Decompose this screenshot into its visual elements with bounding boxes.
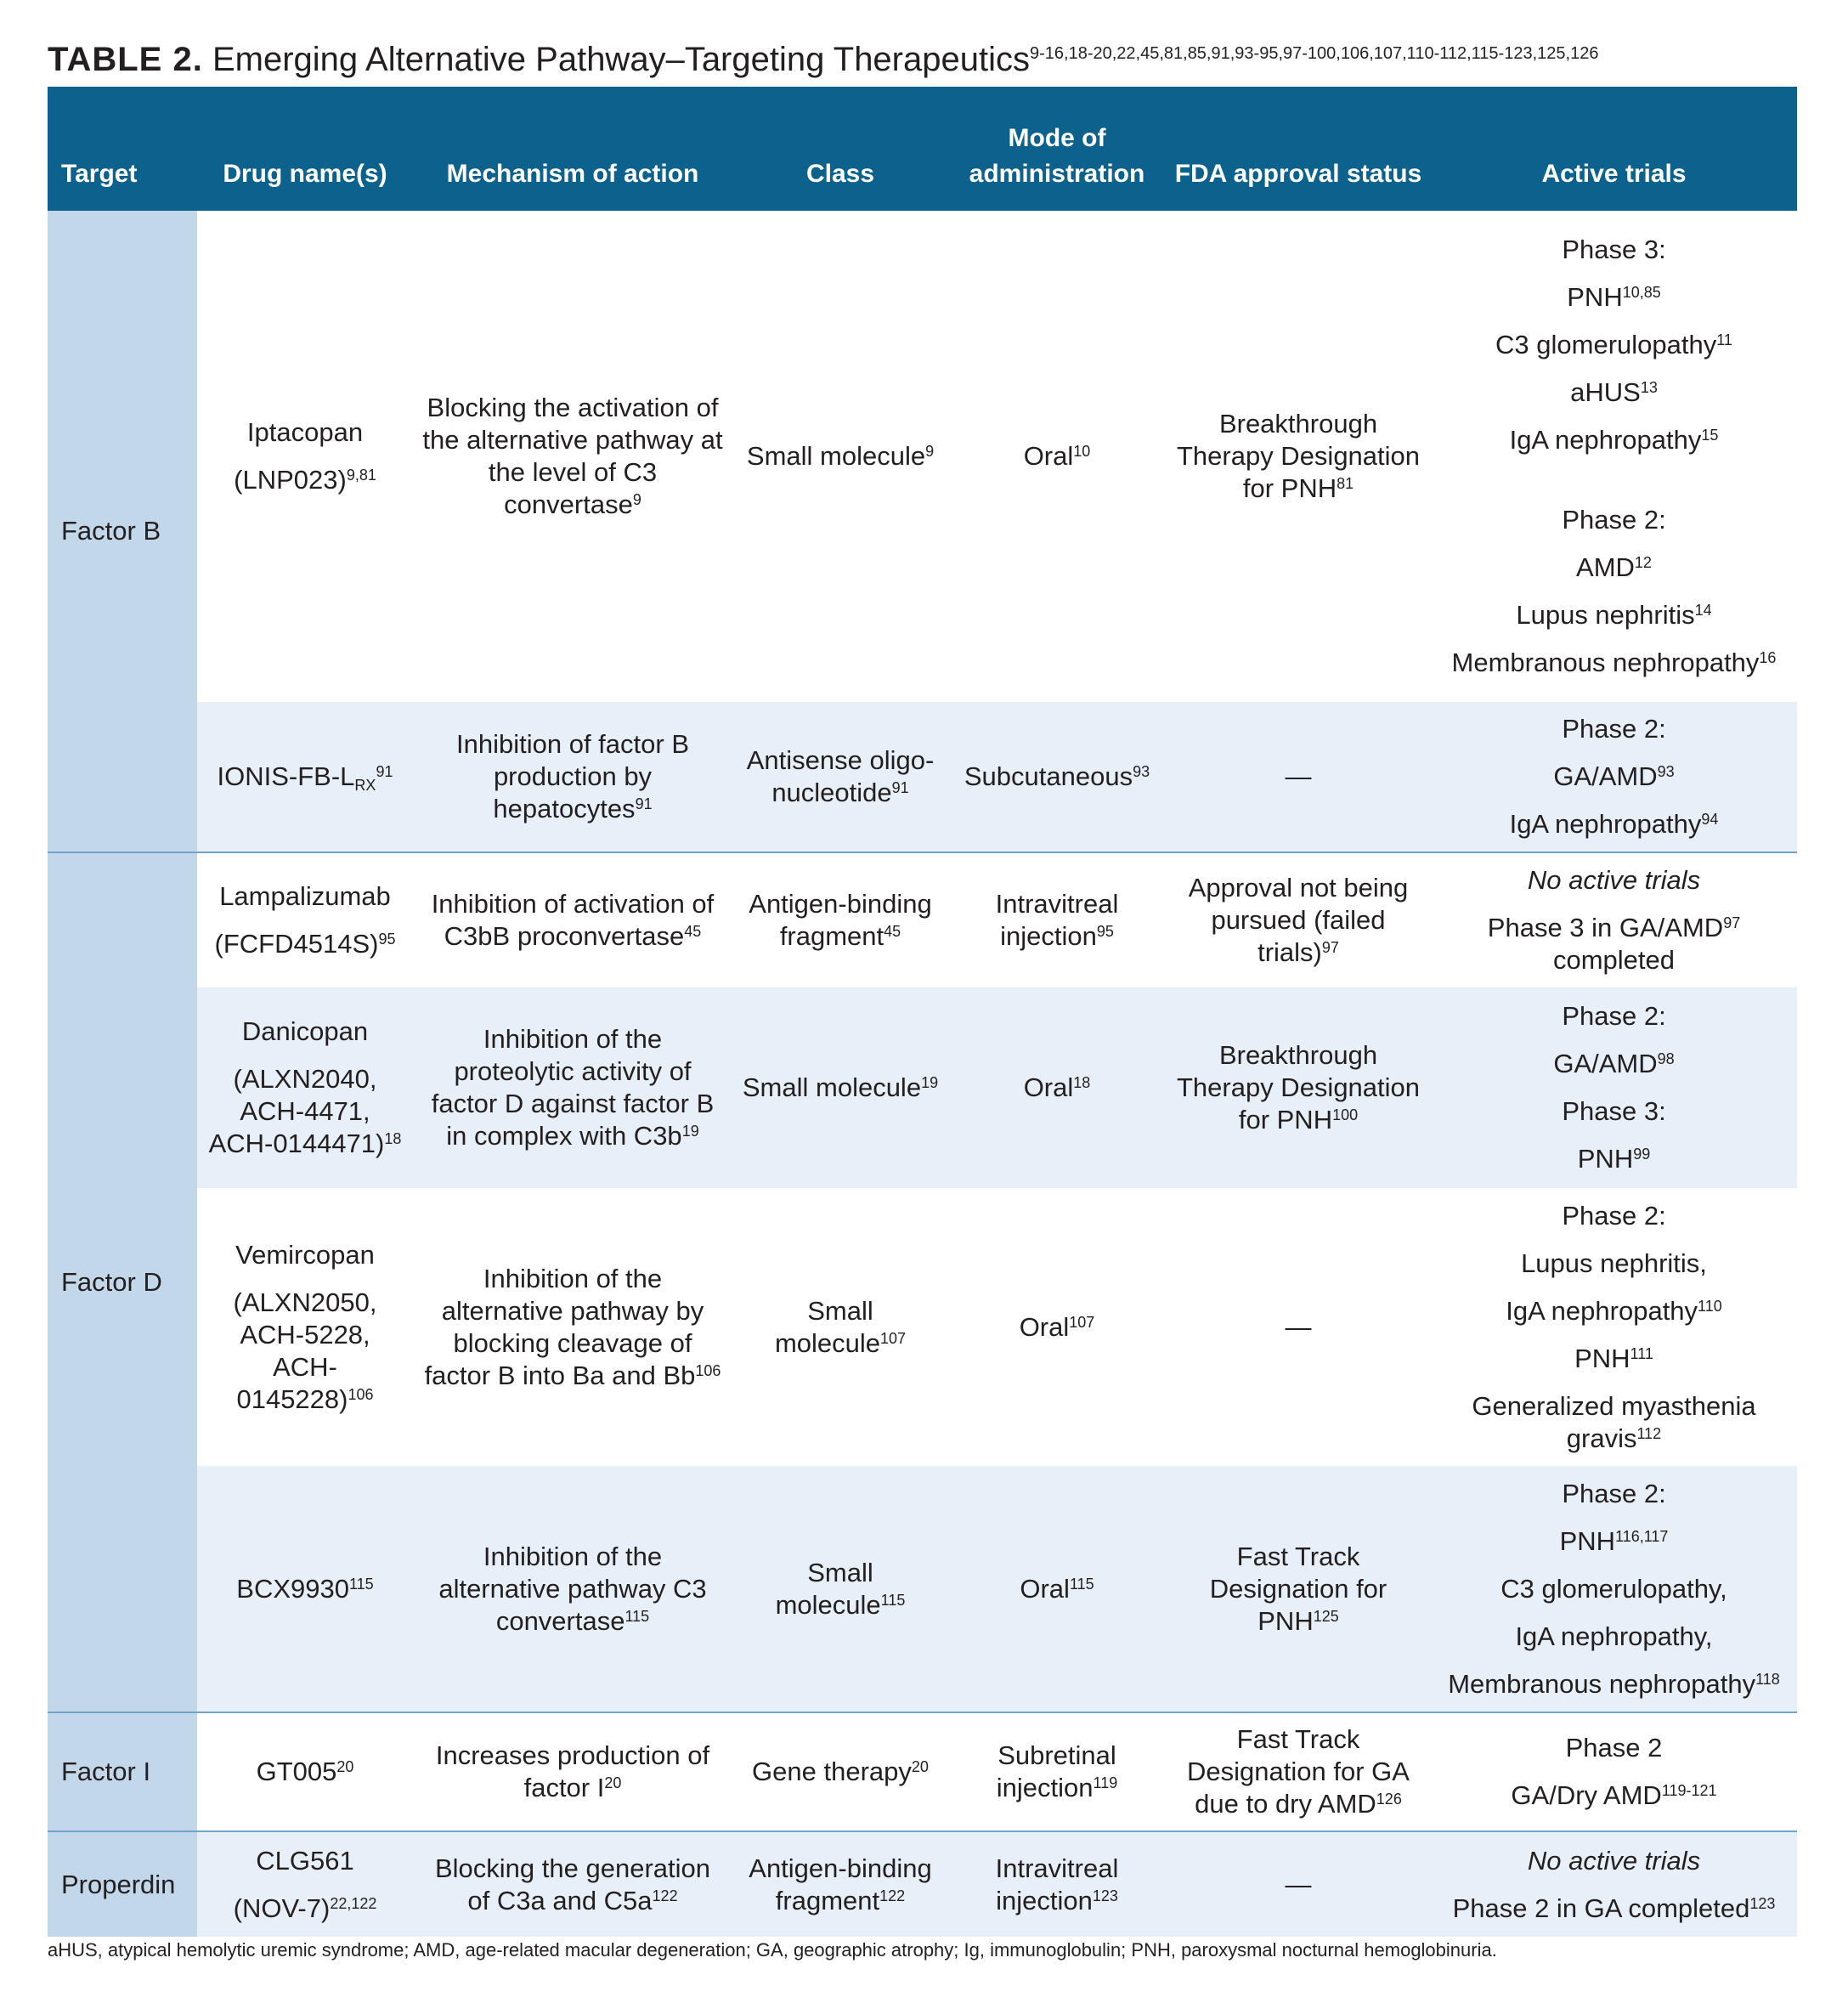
trial-line: Phase 3: xyxy=(1562,235,1666,264)
therapeutics-table xyxy=(48,87,1797,1937)
trial-line: Membranous nephropathy$^{16}$ xyxy=(1451,648,1777,677)
mode-cell: Subretinal injection$^{119}$ xyxy=(948,1712,1166,1831)
trials-cell xyxy=(1431,211,1797,702)
mechanism-cell: Inhibition of factor B production by hepatocytes$^{91}$ xyxy=(413,702,732,852)
trial-line: Phase 2 in GA completed$^{123}$ xyxy=(1452,1893,1776,1923)
mode-cell: Oral$^{18}$ xyxy=(948,987,1166,1188)
title-references: 9-16,18-20,22,45,81,85,91,93-95,97-100,106,107,110-112,115-123,125,126 xyxy=(1029,44,1599,63)
trial-line: aHUS$^{13}$ xyxy=(1570,377,1658,407)
fda-cell: Approval not being pursued (failed trials)$^{97}$ xyxy=(1166,852,1431,987)
table-row-gt005 xyxy=(48,1712,1797,1831)
table-row-vemircopan xyxy=(48,1188,1797,1466)
fda-cell: Breakthrough Therapy Designation for PNH$^{81}$ xyxy=(1176,409,1421,503)
mode-cell: Oral$^{10}$ xyxy=(1023,441,1091,471)
table-row-danicopan xyxy=(48,987,1797,1188)
mode-cell: Oral$^{107}$ xyxy=(1019,1311,1095,1342)
trial-line: C3 glomerulopathy, xyxy=(1500,1573,1727,1604)
drug-cell: Danicopan (ALXN2040, ACH-4471, ACH-0144471)$^{18}$ xyxy=(197,987,413,1188)
trial-line: No active trials xyxy=(1527,1845,1701,1876)
class-cell: Antigen-binding fragment$^{45}$ xyxy=(732,852,948,987)
trials-cell xyxy=(1431,1466,1797,1712)
table-row-iptacopan xyxy=(48,211,1797,702)
trial-line: PNH$^{99}$ xyxy=(1577,1144,1651,1174)
target-factor-d: Factor D xyxy=(48,852,197,1712)
trial-line: GA/AMD$^{93}$ xyxy=(1553,761,1675,791)
trial-line: Phase 2: xyxy=(1562,1200,1666,1231)
drug-cell xyxy=(197,211,413,702)
mechanism-cell: Blocking the generation of C3a and $C5a^{122}$ xyxy=(413,1831,732,1937)
header-mode xyxy=(948,87,1166,211)
trial-line: Phase 2 xyxy=(1565,1733,1663,1763)
drug-cell: Lampalizumab (FCFD4514S)$^{95}$ xyxy=(197,852,413,987)
trial-line: GA/Dry AMD$^{119-121}$ xyxy=(1511,1780,1717,1810)
class-cell: Small molecule$^{107}$ xyxy=(774,1295,907,1358)
trials-cell xyxy=(1431,987,1797,1188)
trial-line: Phase 3: xyxy=(1562,1096,1666,1126)
mechanism-cell: Increases production of factor $I^{20}$ xyxy=(413,1712,732,1831)
trial-line: AMD$^{12}$ xyxy=(1576,552,1652,582)
trial-line: Phase 2: xyxy=(1562,714,1666,744)
trial-line: IgA nephropathy, xyxy=(1515,1621,1713,1651)
trials-cell xyxy=(1431,1188,1797,1466)
trial-line: Phase 2: xyxy=(1562,1478,1666,1508)
header-mode-line2: administration xyxy=(969,160,1145,188)
mode-cell: Oral$^{115}$ xyxy=(948,1466,1166,1712)
mode-cell: Subcutaneous$^{93}$ xyxy=(948,702,1166,852)
mechanism-cell: Inhibition of activation of C3bB proconvertase$^{45}$ xyxy=(413,852,732,987)
fda-cell: Breakthrough Therapy Designation for PNH$^{100}$ xyxy=(1166,987,1431,1188)
drug-cell: Vemircopan (ALXN2050, ACH-5228, ACH-0145228)$^{106}$ xyxy=(233,1239,377,1414)
table-row-bcx9930 xyxy=(48,1466,1797,1712)
table-label: TABLE 2. xyxy=(48,41,203,78)
trials-cell xyxy=(1431,852,1797,987)
target-factor-i: Factor I xyxy=(48,1712,197,1831)
trial-line: IgA nephropathy$^{110}$ xyxy=(1506,1295,1722,1326)
trial-line: IgA nephropathy$^{15}$ xyxy=(1509,425,1719,455)
trial-line: Lupus nephritis, xyxy=(1521,1248,1707,1278)
trials-cell xyxy=(1431,1831,1797,1937)
target-properdin: Properdin xyxy=(48,1831,197,1937)
table-title xyxy=(48,34,1598,91)
header-target: Target xyxy=(48,87,197,211)
trial-line: GA/AMD$^{98}$ xyxy=(1553,1049,1675,1078)
header-mode-line1: Mode of xyxy=(1008,124,1106,152)
class-cell: Antigen-binding fragment$^{122}$ xyxy=(732,1831,948,1937)
trials-cell xyxy=(1431,702,1797,852)
drug-cell: IONIS-$FB-L_{RX}^{91}$ xyxy=(197,702,413,852)
drug-code: $(LNP023)^{9,81}$ xyxy=(234,465,376,495)
footnote: aHUS, atypical hemolytic uremic syndrome; AMD, age-related macular degeneration; GA, geographic atrophy; Ig, immunoglobulin; PNH, paroxysmal nocturnal hemoglobinuria. xyxy=(48,1939,1497,1961)
class-cell: Gene therapy$^{20}$ xyxy=(732,1712,948,1831)
drug-cell: BCX9930$^{115}$ xyxy=(197,1466,413,1712)
trials-cell xyxy=(1431,1712,1797,1831)
fda-cell: — xyxy=(1166,1831,1431,1937)
class-cell: Small molecule$^9$ xyxy=(746,441,935,471)
target-factor-b: Factor B xyxy=(48,211,197,852)
header-trials: Active trials xyxy=(1431,87,1797,211)
trial-line: C3 glomerulopathy$^{11}$ xyxy=(1495,330,1732,359)
trial-line: PNH$^{116,117}$ xyxy=(1559,1525,1669,1556)
drug-name: Iptacopan xyxy=(246,417,364,447)
header-fda: FDA approval status xyxy=(1166,87,1431,211)
header-drug-name: Drug name(s) xyxy=(197,87,413,211)
fda-cell: — xyxy=(1166,702,1431,852)
trial-line: IgA nephropathy$^{94}$ xyxy=(1509,809,1719,839)
mechanism-cell: Inhibition of the alternative pathway by blocking cleavage of factor B into Ba and Bb$^{106}$ xyxy=(424,1263,721,1390)
header-mechanism: Mechanism of action xyxy=(413,87,732,211)
table-title-text: Emerging Alternative Pathway–Targeting Therapeutics xyxy=(212,41,1030,78)
trial-line: Phase 3 in GA/AMD$^{97}$ completed xyxy=(1487,913,1741,975)
fda-cell: Fast Track Designation for PNH$^{125}$ xyxy=(1166,1466,1431,1712)
class-cell: Small molecule$^{19}$ xyxy=(732,987,948,1188)
class-cell: Antisense oligo-nucleotide$^{91}$ xyxy=(732,702,948,852)
header-class: Class xyxy=(732,87,948,211)
mechanism-cell: Blocking the activation of the alternative pathway at the level of C3 convertase$^9$ xyxy=(422,393,723,519)
trial-line: Phase 2: xyxy=(1562,505,1666,535)
mode-cell: Intravitreal injection$^{123}$ xyxy=(948,1831,1166,1937)
trial-line: No active trials xyxy=(1527,865,1701,895)
fda-cell: Fast Track Designation for GA due to dry AMD$^{126}$ xyxy=(1166,1712,1431,1831)
trial-line: PNH$^{111}$ xyxy=(1574,1343,1653,1373)
trial-line: Lupus nephritis$^{14}$ xyxy=(1516,600,1712,630)
trial-line: Phase 2: xyxy=(1562,1001,1666,1031)
table-row-lampalizumab xyxy=(48,852,1797,987)
trial-line: Generalized myasthenia gravis$^{112}$ xyxy=(1472,1390,1756,1453)
table-row-ionis xyxy=(48,702,1797,852)
mode-cell: Intravitreal injection$^{95}$ xyxy=(948,852,1166,987)
table-row-clg561 xyxy=(48,1831,1797,1937)
header-row xyxy=(48,87,1797,211)
class-cell: Small molecule$^{115}$ xyxy=(732,1466,948,1712)
trial-line: PNH$^{10,85}$ xyxy=(1567,282,1661,312)
mechanism-cell: Inhibition of the proteolytic activity of factor D against factor B in complex with $C3b^{19}$ xyxy=(413,987,732,1188)
mechanism-cell: Inhibition of the alternative pathway C3 convertase$^{115}$ xyxy=(413,1466,732,1712)
trial-line: Membranous nephropathy$^{118}$ xyxy=(1448,1668,1780,1699)
drug-cell: CLG561 $(NOV-7)^{22,122}$ xyxy=(197,1831,413,1937)
fda-cell: — xyxy=(1285,1311,1312,1342)
drug-cell: $GT005^{20}$ xyxy=(197,1712,413,1831)
